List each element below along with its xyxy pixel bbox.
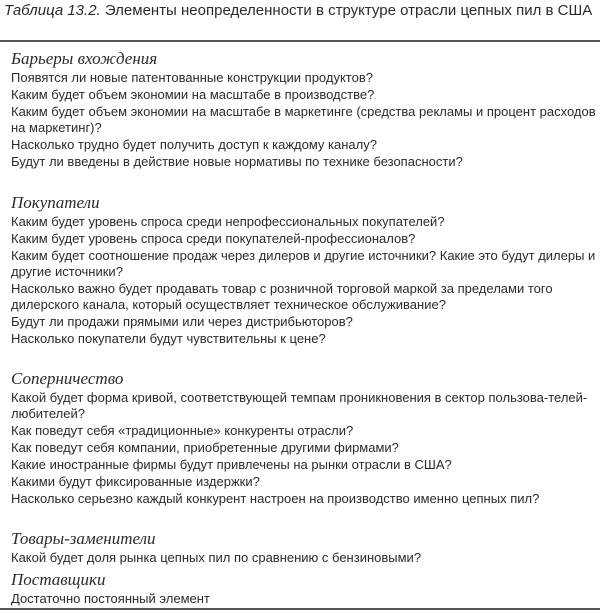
section-entry-barriers (11, 49, 596, 171)
list-item: Каким будет объем экономии на масштабе в маркетинге (средства рекламы и процент расходов на маркетинг)? (11, 104, 596, 135)
list-item: Какие иностранные фирмы будут привлечены на рынки отрасли в США? (11, 457, 452, 472)
list-item: Насколько покупатели будут чувствительны к цене? (11, 331, 326, 346)
section-title: Соперничество (11, 369, 124, 388)
table-caption (4, 2, 592, 20)
list-item: Каким будет уровень спроса среди непрофессиональных покупателей? (11, 214, 445, 229)
table-caption-label: Таблица 13.2. (4, 2, 101, 19)
section-suppliers (11, 570, 596, 608)
section-rivalry (11, 369, 596, 508)
item-list (11, 70, 596, 170)
list-item: Как поведут себя компании, приобретенные другими фирмами? (11, 440, 399, 455)
list-item: Насколько важно будет продавать товар с розничной торговой маркой за пределами того дилерского канала, который осуществляет техническое обслуживание? (11, 281, 553, 312)
item-list (11, 550, 596, 566)
list-item: Насколько трудно будет получить доступ к каждому каналу? (11, 137, 377, 152)
bottom-rule (0, 608, 600, 610)
list-item: Каким будет объем экономии на масштабе в производстве? (11, 87, 375, 102)
item-list (11, 390, 596, 507)
list-item: Достаточно постоянный элемент (11, 591, 210, 606)
list-item: Появятся ли новые патентованные конструкции продуктов? (11, 70, 373, 85)
list-item: Будут ли продажи прямыми или через дистрибьюторов? (11, 314, 353, 329)
list-item: Какой будет форма кривой, соответствующей темпам проникновения в сектор пользова-телей-любителей? (11, 390, 588, 421)
section-title: Барьеры вхождения (11, 49, 158, 68)
list-item: Насколько серьезно каждый конкурент настроен на производство именно цепных пил? (11, 491, 540, 506)
list-item: Какой будет доля рынка цепных пил по сравнению с бензиновыми? (11, 550, 422, 565)
list-item: Будут ли введены в действие новые нормативы по технике безопасности? (11, 154, 463, 169)
list-item: Как поведут себя «традиционные» конкуренты отрасли? (11, 423, 354, 438)
list-item: Каким будет соотношение продаж через дилеров и другие источники? Какие это будут дилеры и другие источники? (11, 248, 596, 279)
table-caption-text: Элементы неопределенности в структуре отрасли цепных пил в США (104, 2, 593, 19)
item-list (11, 214, 596, 347)
section-title: Товары-заменители (11, 529, 156, 548)
section-title: Покупатели (11, 193, 100, 212)
list-item: Каким будет уровень спроса среди покупателей-профессионалов? (11, 231, 416, 246)
list-item: Какими будут фиксированные издержки? (11, 474, 260, 489)
section-title: Поставщики (11, 570, 106, 589)
item-list (11, 591, 596, 607)
section-substitutes (11, 529, 596, 567)
top-rule (0, 40, 600, 42)
section-buyers (11, 193, 596, 348)
